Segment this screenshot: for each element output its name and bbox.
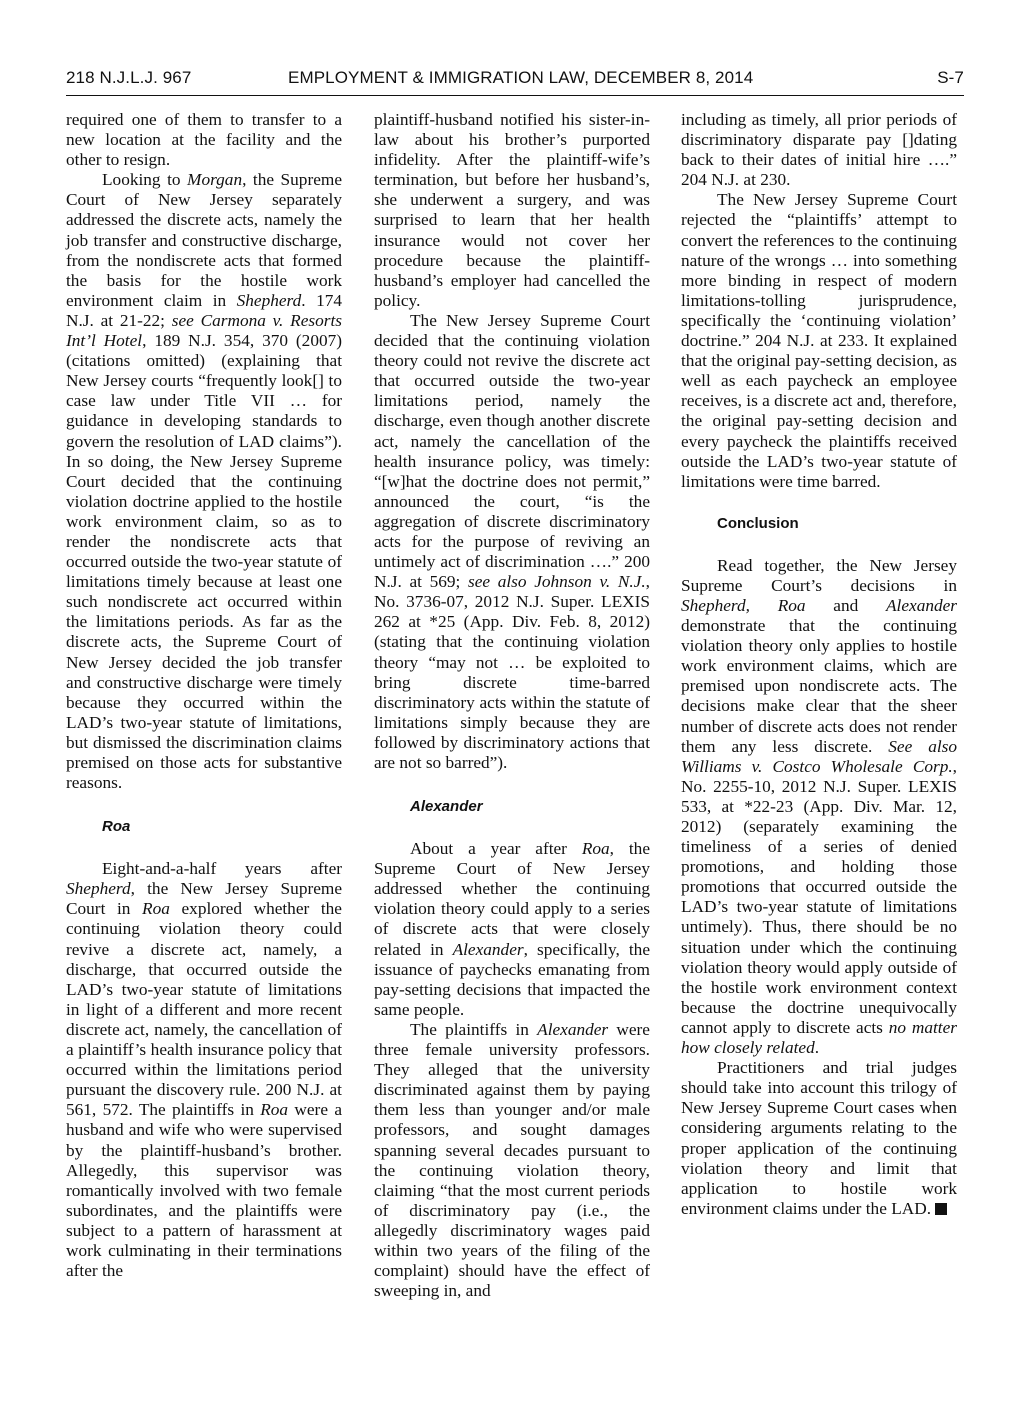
end-of-article-mark xyxy=(935,1203,947,1215)
paragraph: required one of them to transfer to a new location at the facility and the other to resign. xyxy=(66,110,342,170)
paragraph: About a year after Roa, the Supreme Court of New Jersey addressed whether the continuing violation theory could apply to a series of discrete acts that were closely related in Alexander, specifically, the issuance of paychecks emanating from pay-setting decisions that impacted the same people. xyxy=(374,839,650,1019)
paragraph: Read together, the New Jersey Supreme Court’s decisions in Shepherd, Roa and Alexander demonstrate that the continuing violation theory only applies to hostile work environment claims, which are premised upon nondiscrete acts. The decisions make clear that the sheer number of discrete acts does not render them any less discrete. See also Williams v. Costco Wholesale Corp., No. 2255-10, 2012 N.J. Super. LEXIS 533, at *22-23 (App. Div. Mar. 12, 2012) (separately examining the timeliness of a series of denied promotions, and holding those promotions that occurred outside the LAD’s two-year statute of limitations untimely). Thus, there should be no situation under which the continuing violation theory would apply outside of the hostile work environment context because the doctrine unequivocally cannot apply to discrete acts no matter how closely related. xyxy=(681,555,958,1058)
section-heading-roa: Roa xyxy=(102,818,131,836)
header-publication: EMPLOYMENT & IMMIGRATION LAW, DECEMBER 8, 2014 xyxy=(288,68,754,87)
section-heading-alexander: Alexander xyxy=(410,798,483,816)
paragraph: Looking to Morgan, the Supreme Court of New Jersey separately addressed the discrete acts, namely the job transfer and constructive discharge, from the nondiscrete acts that formed the basis for the hostile work environment claim in Shepherd. 174 N.J. at 21-22; see Carmona v. Resorts Int’l Hotel, 189 N.J. 354, 370 (2007) (citations omitted) (explaining that New Jersey courts “frequently look[] to case law under Title VII … for guidance in developing standards to govern the resolution of LAD claims”). In so doing, the New Jersey Supreme Court decided that the continuing violation doctrine applied to the hostile work environment claim, so as to render the nondiscrete acts that occurred outside the two-year statute of limitations timely because at least one such nondiscrete act occurred within the limitations periods. As far as the discrete acts, the Supreme Court of New Jersey decided the job transfer and constructive discharge were timely because they occurred within the LAD’s two-year statute of limitations, but dismissed the discrimination claims premised on those acts for substantive reasons. xyxy=(66,170,342,793)
paragraph: The New Jersey Supreme Court decided that the continuing violation theory could not revive the discrete act that occurred outside the two-year limitations period, namely the discharge, even though another discrete act, namely the cancellation of the health insurance policy, was timely: “[w]hat the doctrine does not permit,” announced the court, “is the aggregation of discrete discriminatory acts for the purpose of reviving an untimely act of discrimination ….” 200 N.J. at 569; see also Johnson v. N.J., No. 3736-07, 2012 N.J. Super. LEXIS 262 at *25 (App. Div. Feb. 8, 2012) (stating that the continuing violation theory “may not … be exploited to bring discrete time-barred discriminatory acts within the statute of limitations simply because they are followed by discriminatory actions that are not so barred”). xyxy=(374,310,650,772)
paragraph: The New Jersey Supreme Court rejected the “plaintiffs’ attempt to convert the references to the continuing nature of the wrongs … into something more binding in respect of modern limitations-tolling jurisprudence, specifically the ‘continuing violation’ doctrine.” 204 N.J. at 233. It explained that the original pay-setting decision, as well as each paycheck an employee receives, is a discrete act and, therefore, the original pay-setting decision and every paycheck the plaintiffs received outside the LAD’s two-year statute of limitations were time barred. xyxy=(681,190,957,491)
paragraph: Practitioners and trial judges should take into account this trilogy of New Jersey Supreme Court cases when considering arguments relating to the proper application of the continuing violation theory and limit that application to hostile work environment claims under the LAD. xyxy=(681,1058,957,1218)
header-citation: 218 N.J.L.J. 967 xyxy=(66,68,192,87)
paragraph: plaintiff-husband notified his sister-in-law about his brother’s purported infidelity. After the plaintiff-wife’s termination, but before her husband’s, she underwent a surgery, and was surprised to learn that her health insurance would not cover her procedure because the plaintiff-husband’s employer had cancelled the policy. xyxy=(374,110,650,310)
header-rule xyxy=(66,95,964,96)
running-header xyxy=(66,68,964,90)
paragraph: Eight-and-a-half years after Shepherd, the New Jersey Supreme Court in Roa explored whether the continuing violation theory could revive a discrete act, namely, a discharge, that occurred outside the LAD’s two-year statute of limitations in light of a different and more recent discrete act, namely, the cancellation of a plaintiff’s health insurance policy that occurred within the limitations period pursuant the discovery rule. 200 N.J. at 561, 572. The plaintiffs in Roa were a husband and wife who were supervised by the plaintiff-husband’s brother. Allegedly, this supervisor was romantically involved with two female subordinates, and the plaintiffs were subject to a pattern of harassment at work culminating in their terminations after the xyxy=(66,859,342,1281)
paragraph: The plaintiffs in Alexander were three female university professors. They alleged that the university discriminated against them by paying them less than younger and/or male professors, and sought damages spanning several decades pursuant to the continuing violation theory, claiming “that the most current periods of discriminatory pay (i.e., the allegedly discriminatory wages paid within two years of the filing of the complaint) should have the effect of sweeping in, and xyxy=(374,1019,650,1301)
column-3 xyxy=(681,110,957,1219)
section-heading-conclusion: Conclusion xyxy=(717,514,799,532)
paragraph: including as timely, all prior periods of discriminatory disparate pay []dating back to their dates of initial hire ….” 204 N.J. at 230. xyxy=(681,110,957,190)
column-1 xyxy=(66,110,342,1281)
header-page-number: S-7 xyxy=(937,68,964,87)
column-2 xyxy=(374,110,650,1301)
